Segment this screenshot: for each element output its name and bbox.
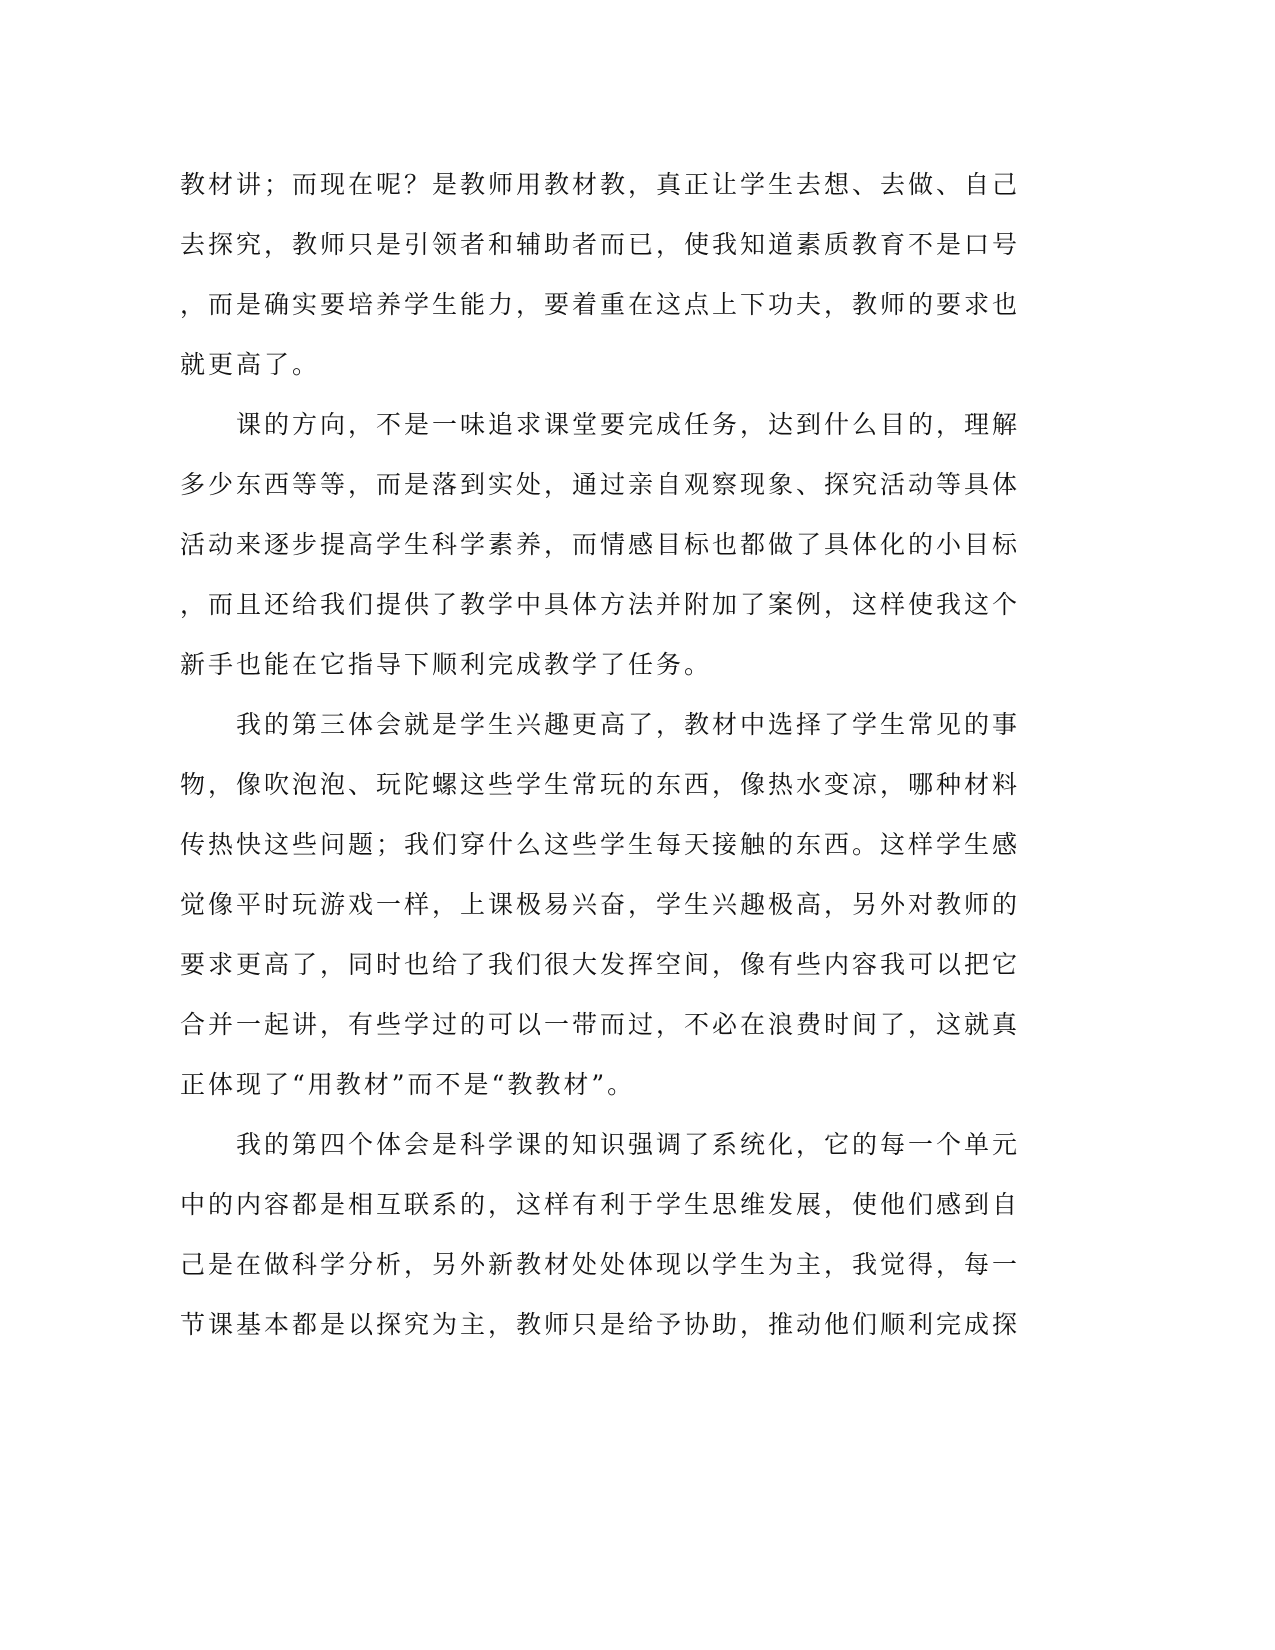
text-line: 己是在做科学分析，另外新教材处处体现以学生为主，我觉得，每一 [180, 1250, 1021, 1279]
paragraph [180, 1115, 1030, 1355]
document-body [180, 155, 1030, 1355]
paragraph [180, 395, 1030, 695]
text-line: 传热快这些问题；我们穿什么这些学生每天接触的东西。这样学生感 [180, 830, 1021, 859]
text-line: 我的第三体会就是学生兴趣更高了，教材中选择了学生常见的事 [180, 710, 1021, 739]
text-line: 新手也能在它指导下顺利完成教学了任务。 [180, 650, 713, 679]
text-line: ，而且还给我们提供了教学中具体方法并附加了案例，这样使我这个 [180, 590, 1021, 619]
text-line: 教材讲；而现在呢？是教师用教材教，真正让学生去想、去做、自己 [180, 170, 1021, 199]
text-line: 正体现了“用教材”而不是“教教材”。 [180, 1070, 636, 1099]
text-line: 我的第四个体会是科学课的知识强调了系统化，它的每一个单元 [180, 1130, 1021, 1159]
text-line: 课的方向，不是一味追求课堂要完成任务，达到什么目的，理解 [180, 410, 1021, 439]
text-line: 物，像吹泡泡、玩陀螺这些学生常玩的东西，像热水变凉，哪种材料 [180, 770, 1021, 799]
text-line: 就更高了。 [180, 350, 321, 379]
text-line: 中的内容都是相互联系的，这样有利于学生思维发展，使他们感到自 [180, 1190, 1021, 1219]
text-line: 节课基本都是以探究为主，教师只是给予协助，推动他们顺利完成探 [180, 1310, 1021, 1339]
paragraph [180, 695, 1030, 1115]
text-line: 多少东西等等，而是落到实处，通过亲自观察现象、探究活动等具体 [180, 470, 1021, 499]
text-line: 去探究，教师只是引领者和辅助者而已，使我知道素质教育不是口号 [180, 230, 1021, 259]
text-line: ，而是确实要培养学生能力，要着重在这点上下功夫，教师的要求也 [180, 290, 1021, 319]
paragraph [180, 155, 1030, 395]
text-line: 觉像平时玩游戏一样，上课极易兴奋，学生兴趣极高，另外对教师的 [180, 890, 1021, 919]
text-line: 合并一起讲，有些学过的可以一带而过，不必在浪费时间了，这就真 [180, 1010, 1021, 1039]
text-line: 活动来逐步提高学生科学素养，而情感目标也都做了具体化的小目标 [180, 530, 1021, 559]
text-line: 要求更高了，同时也给了我们很大发挥空间，像有些内容我可以把它 [180, 950, 1021, 979]
